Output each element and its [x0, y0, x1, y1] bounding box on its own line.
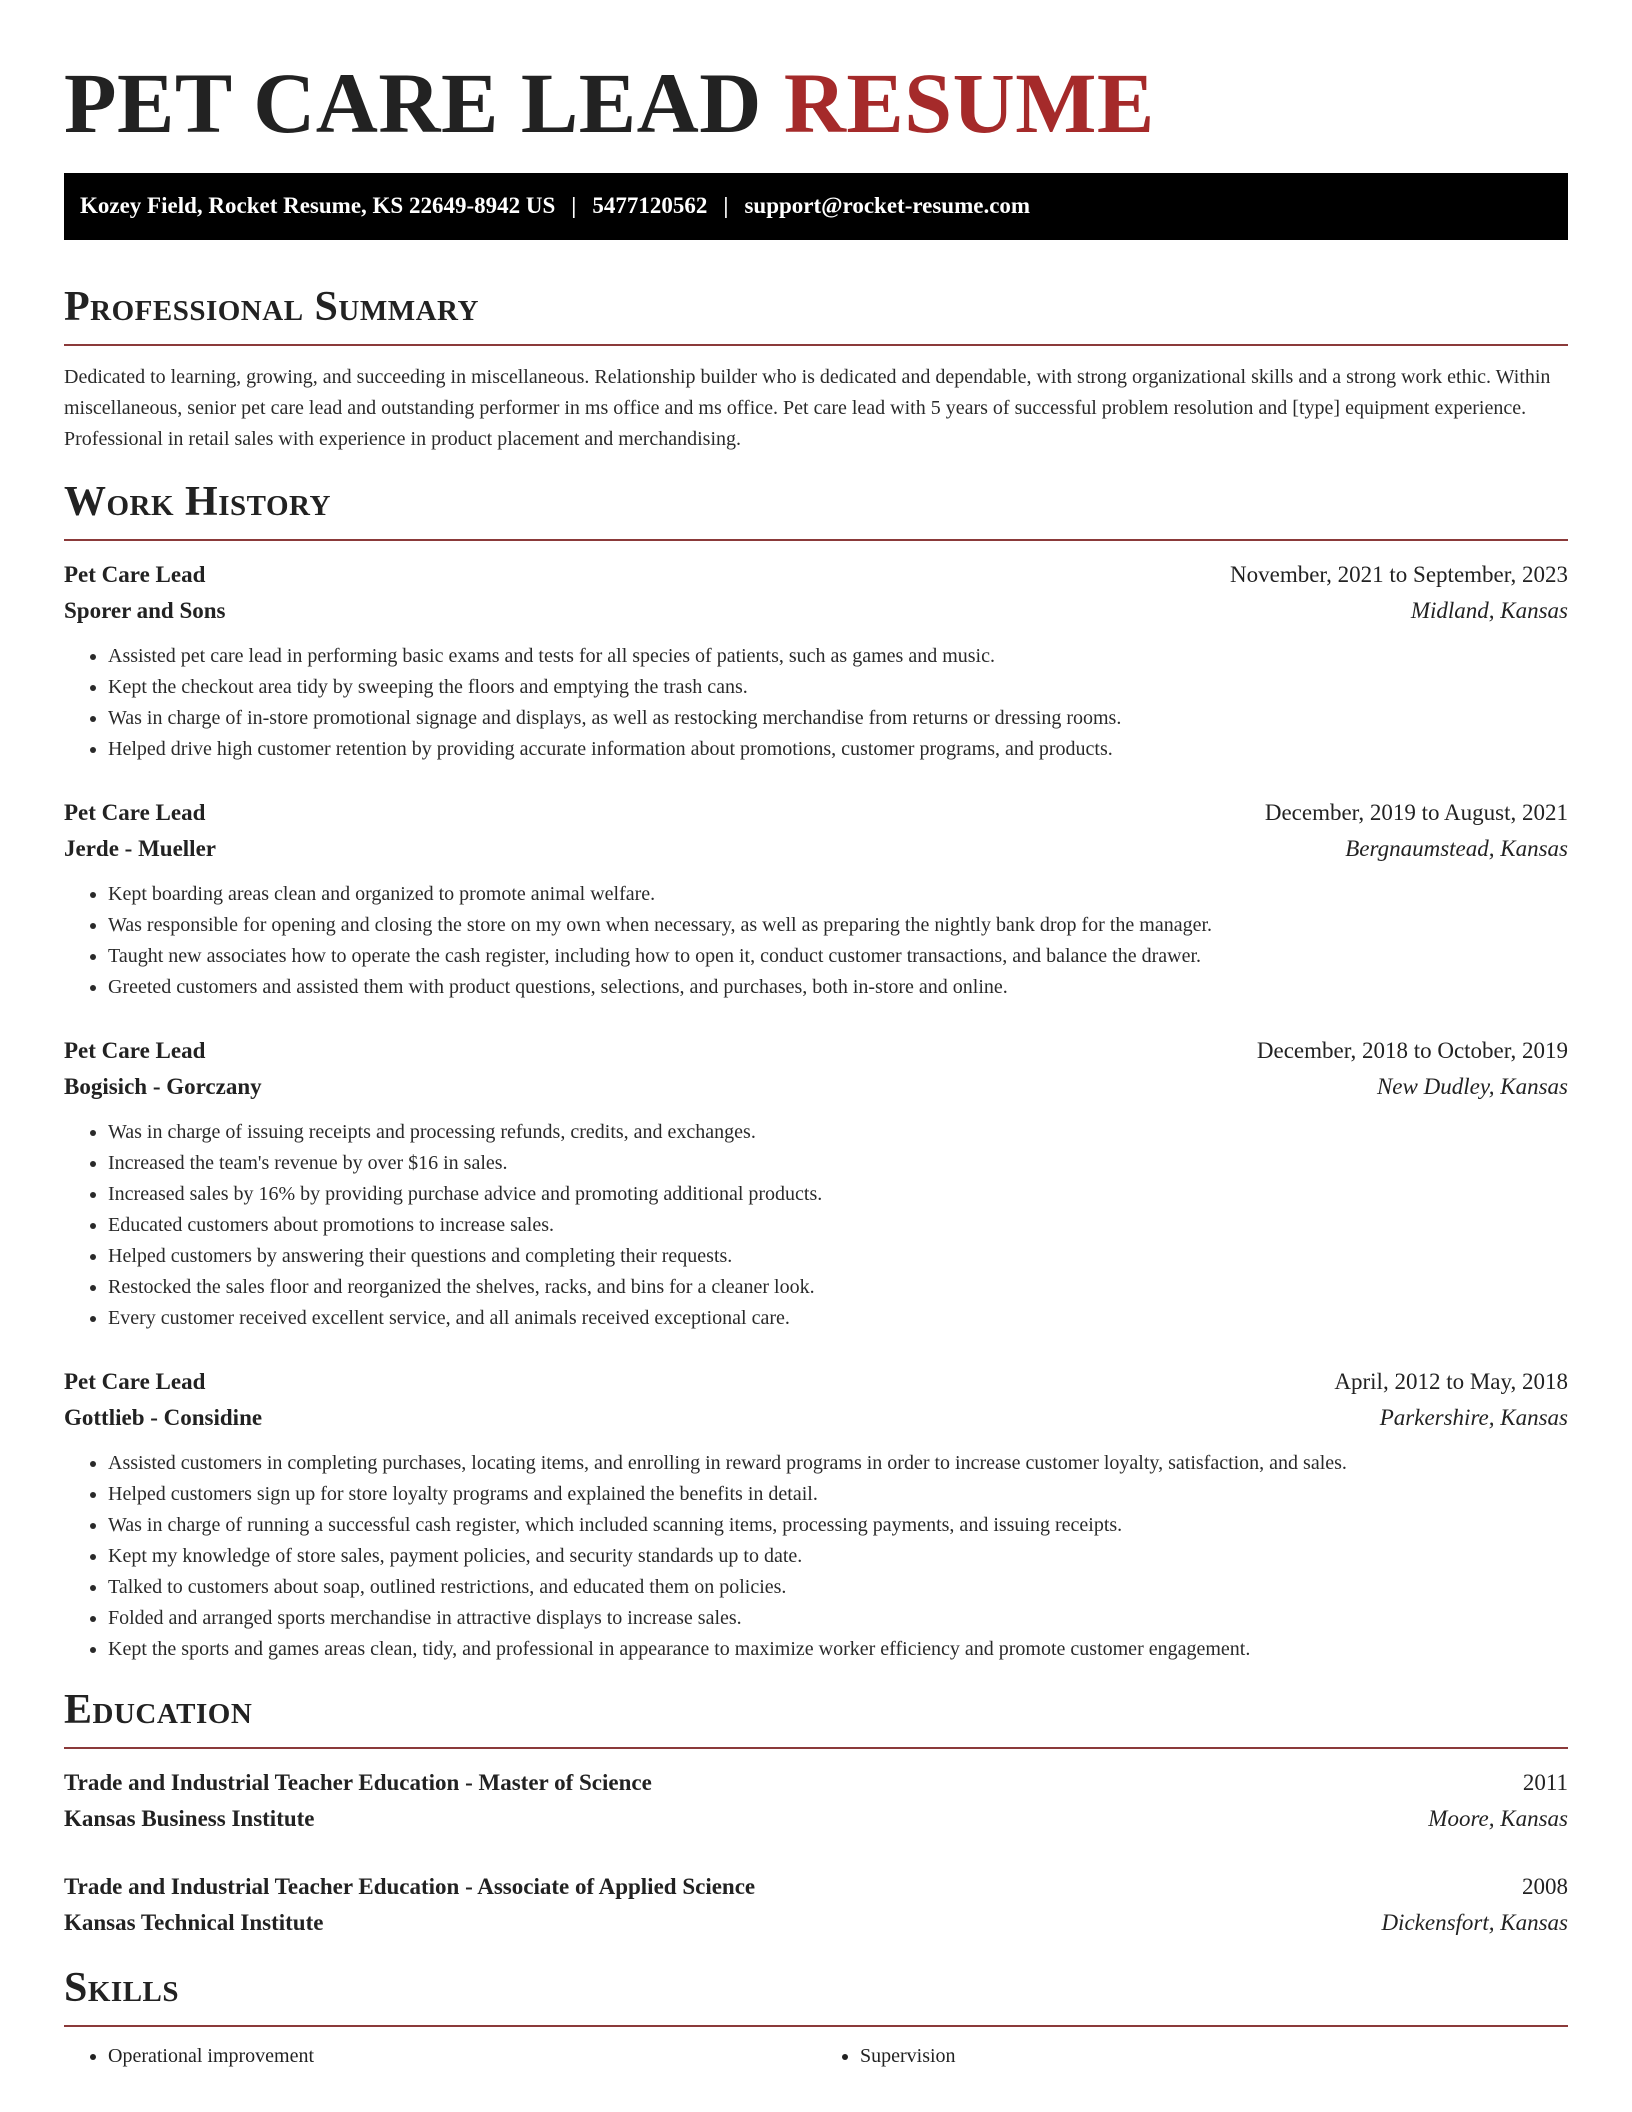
job-entry: [64, 795, 1568, 1003]
job-dates: November, 2021 to September, 2023: [1230, 561, 1568, 587]
job-bullet: • Talked to customers about soap, outlined restrictions, and educated them on policies.: [108, 1572, 1568, 1603]
job-header-row: [64, 1364, 1568, 1400]
summary-section: [64, 284, 1568, 455]
job-title: Pet Care Lead: [64, 561, 206, 587]
job-bullet-list: [64, 641, 1568, 765]
job-bullet-list: [64, 1448, 1568, 1665]
skills-columns: [64, 2041, 1568, 2072]
skills-section: [64, 1965, 1568, 2072]
section-divider: [64, 2025, 1568, 2027]
job-dates: December, 2018 to October, 2019: [1256, 1037, 1568, 1063]
job-bullet: • Increased the team's revenue by over $16 in sales.: [108, 1148, 1568, 1179]
job-bullet: • Was in charge of running a successful cash register, which included scanning items, processing payments, and issuing receipts.: [108, 1510, 1568, 1541]
job-entry: [64, 1033, 1568, 1334]
section-heading-skills: Skills: [64, 1965, 180, 2012]
job-company: Sporer and Sons: [64, 597, 226, 623]
education-entry: [64, 1765, 1568, 1837]
education-entry: [64, 1869, 1568, 1941]
job-company: Gottlieb - Considine: [64, 1404, 263, 1430]
job-location: New Dudley, Kansas: [1376, 1073, 1568, 1099]
job-header-row: [64, 795, 1568, 831]
section-heading-education: Education: [64, 1686, 253, 1733]
education-degree: Trade and Industrial Teacher Education - Master of Science: [64, 1770, 652, 1796]
job-title: Pet Care Lead: [64, 799, 206, 825]
job-bullet: • Kept the sports and games areas clean, tidy, and professional in appearance to maximize worker efficiency and promote customer engagement.: [108, 1634, 1568, 1665]
job-entry: [64, 1364, 1568, 1665]
job-bullet: • Every customer received excellent service, and all animals received exceptional care.: [108, 1303, 1568, 1334]
title-main: PET CARE LEAD: [64, 55, 784, 151]
job-header-row: [64, 1033, 1568, 1069]
job-bullet: • Kept my knowledge of store sales, payment policies, and security standards up to date.: [108, 1541, 1568, 1572]
job-bullet: • Helped customers by answering their questions and completing their requests.: [108, 1241, 1568, 1272]
education-section: [64, 1687, 1568, 1941]
summary-text: Dedicated to learning, growing, and succeeding in miscellaneous. Relationship builder who is dedicated and dependable, with strong organizational skills and a strong work ethic. Within miscellaneous, senior pet care lead and outstanding performer in ms office and ms office. Pet care lead with 5 years of successful problem resolution and [type] equipment experience. Professional in retail sales with experience in product placement and merchandising.: [64, 365, 1551, 450]
title-accent: RESUME: [783, 55, 1155, 151]
job-company-row: [64, 1069, 1568, 1105]
education-school-row: [64, 1905, 1568, 1941]
contact-separator: |: [723, 193, 729, 219]
job-location: Midland, Kansas: [1410, 597, 1568, 623]
job-bullet-list: [64, 879, 1568, 1003]
job-bullet: • Assisted pet care lead in performing basic exams and tests for all species of patients, such as games and music.: [108, 641, 1568, 672]
job-company: Bogisich - Gorczany: [64, 1073, 262, 1099]
education-degree-row: [64, 1869, 1568, 1905]
job-company-row: [64, 831, 1568, 867]
contact-phone: 5477120562: [592, 193, 708, 219]
contact-email: support@rocket-resume.com: [744, 193, 1031, 219]
contact-address: Kozey Field, Rocket Resume, KS 22649-8942 US: [80, 193, 556, 219]
skills-list-left: [64, 2041, 816, 2072]
job-title: Pet Care Lead: [64, 1368, 206, 1394]
education-year: 2011: [1522, 1770, 1568, 1796]
contact-separator: |: [571, 193, 577, 219]
job-bullet: • Was responsible for opening and closing the store on my own when necessary, as well as preparing the nightly bank drop for the manager.: [108, 910, 1568, 941]
education-year: 2008: [1522, 1874, 1568, 1900]
resume-title: [64, 0, 1568, 151]
education-school: Kansas Technical Institute: [64, 1910, 324, 1936]
job-bullet: • Kept the checkout area tidy by sweeping the floors and emptying the trash cans.: [108, 672, 1568, 703]
job-bullet-list: [64, 1117, 1568, 1334]
section-divider: [64, 344, 1568, 346]
job-bullet: • Folded and arranged sports merchandise in attractive displays to increase sales.: [108, 1603, 1568, 1634]
section-divider: [64, 539, 1568, 541]
section-heading-summary: Professional Summary: [64, 283, 479, 330]
education-degree-row: [64, 1765, 1568, 1801]
education-location: Dickensfort, Kansas: [1381, 1910, 1568, 1936]
job-bullet: • Educated customers about promotions to increase sales.: [108, 1210, 1568, 1241]
skill-item: • Operational improvement: [108, 2041, 816, 2072]
job-bullet: • Restocked the sales floor and reorganized the shelves, racks, and bins for a cleaner look.: [108, 1272, 1568, 1303]
job-bullet: • Helped drive high customer retention by providing accurate information about promotions, customer programs, and products.: [108, 734, 1568, 765]
job-bullet: • Kept boarding areas clean and organized to promote animal welfare.: [108, 879, 1568, 910]
section-divider: [64, 1747, 1568, 1749]
job-company-row: [64, 1400, 1568, 1436]
job-dates: December, 2019 to August, 2021: [1264, 799, 1568, 825]
skill-item: • Supervision: [860, 2041, 1568, 2072]
job-bullet: • Was in charge of in-store promotional signage and displays, as well as restocking merchandise from returns or dressing rooms.: [108, 703, 1568, 734]
section-heading-work-history: Work History: [64, 478, 331, 525]
job-location: Parkershire, Kansas: [1379, 1404, 1568, 1430]
work-history-section: [64, 479, 1568, 1665]
job-location: Bergnaumstead, Kansas: [1345, 835, 1568, 861]
job-bullet: • Was in charge of issuing receipts and processing refunds, credits, and exchanges.: [108, 1117, 1568, 1148]
job-title: Pet Care Lead: [64, 1037, 206, 1063]
job-bullet: • Increased sales by 16% by providing purchase advice and promoting additional products.: [108, 1179, 1568, 1210]
job-header-row: [64, 557, 1568, 593]
job-bullet: • Helped customers sign up for store loyalty programs and explained the benefits in detail.: [108, 1479, 1568, 1510]
education-location: Moore, Kansas: [1428, 1806, 1568, 1832]
contact-bar: [64, 173, 1568, 240]
job-company: Jerde - Mueller: [64, 835, 216, 861]
education-school-row: [64, 1801, 1568, 1837]
job-bullet: • Assisted customers in completing purchases, locating items, and enrolling in reward programs in order to increase customer loyalty, satisfaction, and sales.: [108, 1448, 1568, 1479]
job-bullet: • Greeted customers and assisted them with product questions, selections, and purchases, both in-store and online.: [108, 972, 1568, 1003]
skills-list-right: [816, 2041, 1568, 2072]
education-degree: Trade and Industrial Teacher Education - Associate of Applied Science: [64, 1874, 756, 1900]
job-entry: [64, 557, 1568, 765]
job-bullet: • Taught new associates how to operate the cash register, including how to open it, conduct customer transactions, and balance the drawer.: [108, 941, 1568, 972]
job-company-row: [64, 593, 1568, 629]
job-dates: April, 2012 to May, 2018: [1334, 1368, 1568, 1394]
education-school: Kansas Business Institute: [64, 1806, 315, 1832]
